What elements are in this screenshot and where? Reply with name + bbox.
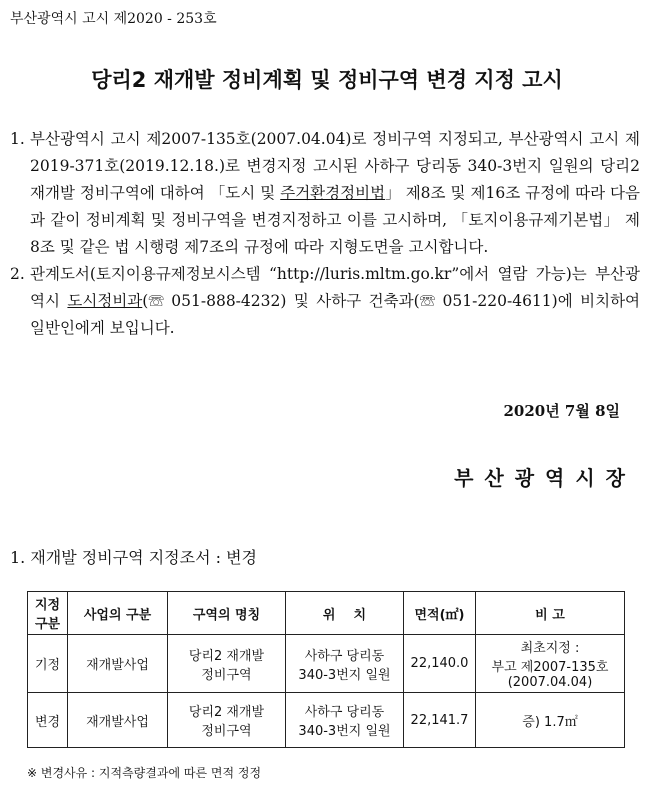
- notice-date: 2020년 7월 8일: [503, 402, 620, 420]
- col-header-designation: 지정 구분: [28, 592, 68, 635]
- section-title: 1. 재개발 정비구역 지정조서 : 변경: [10, 548, 258, 567]
- law-name-underlined: 주거환경정비법: [280, 184, 386, 202]
- cell-location: 사하구 당리동 340-3번지 일원: [286, 693, 404, 748]
- item-number: 2.: [10, 265, 25, 283]
- cell-remarks: 증) 1.7㎡: [476, 693, 625, 748]
- col-header-location: 위 치: [286, 592, 404, 635]
- issuer-name: 부산광역시장: [454, 466, 636, 490]
- page-title: 당리2 재개발 정비계획 및 정비구역 변경 지정 고시: [91, 68, 563, 92]
- item-number: 1.: [10, 130, 25, 148]
- notice-body: [10, 126, 640, 342]
- item-text-part: 부산광역시 고시 제2007-135호(2007.04.04)로 정비구역 지정되고, 부산광역시 고시 제2019-371호(2019.12.18.)로 변경지정 고시된 사하구 당리동 340-3번지 일원의 당리2 재개발 정비구역에 대하여 「도시 및: [30, 130, 640, 202]
- cell-location: 사하구 당리동 340-3번지 일원: [286, 635, 404, 693]
- designation-table: [27, 591, 625, 748]
- change-reason-note: ※ 변경사유 : 지적측량결과에 따른 면적 정정: [27, 766, 262, 780]
- cell-designation: 기정: [28, 635, 68, 693]
- col-header-remarks: 비 고: [476, 592, 625, 635]
- item-text-part: 」 제8조 및 제16조 규정에 따라 다음과 같이 정비계획 및 정비구역을 변경지정하고 이를 고시하며, 「토지이용규제기본법」 제8조 및 같은 법 시행령 제7조의 규정에 따라 지형도면을 고시합니다.: [30, 184, 640, 256]
- item-text-part: 관계도서(토지이용규제정보시스템 “http://luris.mltm.go.kr”에서 열람 가능)는 부산광역시: [30, 265, 640, 310]
- cell-zone-name: 당리2 재개발 정비구역: [168, 635, 286, 693]
- cell-area: 22,141.7: [404, 693, 476, 748]
- table-row: [28, 635, 625, 693]
- item-text: [30, 126, 640, 261]
- department-underlined: 도시정비과: [67, 292, 143, 310]
- item-text-part: (☏ 051-888-4232) 및 사하구 건축과(☏ 051-220-4611)에 비치하여 일반인에게 보입니다.: [30, 292, 641, 337]
- body-item-2: [10, 261, 640, 342]
- item-text: [30, 261, 640, 342]
- col-header-area: 면적(㎡): [404, 592, 476, 635]
- notice-number: 부산광역시 고시 제2020 - 253호: [10, 11, 217, 27]
- cell-designation: 변경: [28, 693, 68, 748]
- col-header-project-type: 사업의 구분: [68, 592, 168, 635]
- body-item-1: [10, 126, 640, 261]
- cell-zone-name: 당리2 재개발 정비구역: [168, 693, 286, 748]
- cell-area: 22,140.0: [404, 635, 476, 693]
- table-header-row: [28, 592, 625, 635]
- cell-project-type: 재개발사업: [68, 635, 168, 693]
- cell-remarks: 최초지정 : 부고 제2007-135호 (2007.04.04): [476, 635, 625, 693]
- col-header-zone-name: 구역의 명칭: [168, 592, 286, 635]
- table-row: [28, 693, 625, 748]
- cell-project-type: 재개발사업: [68, 693, 168, 748]
